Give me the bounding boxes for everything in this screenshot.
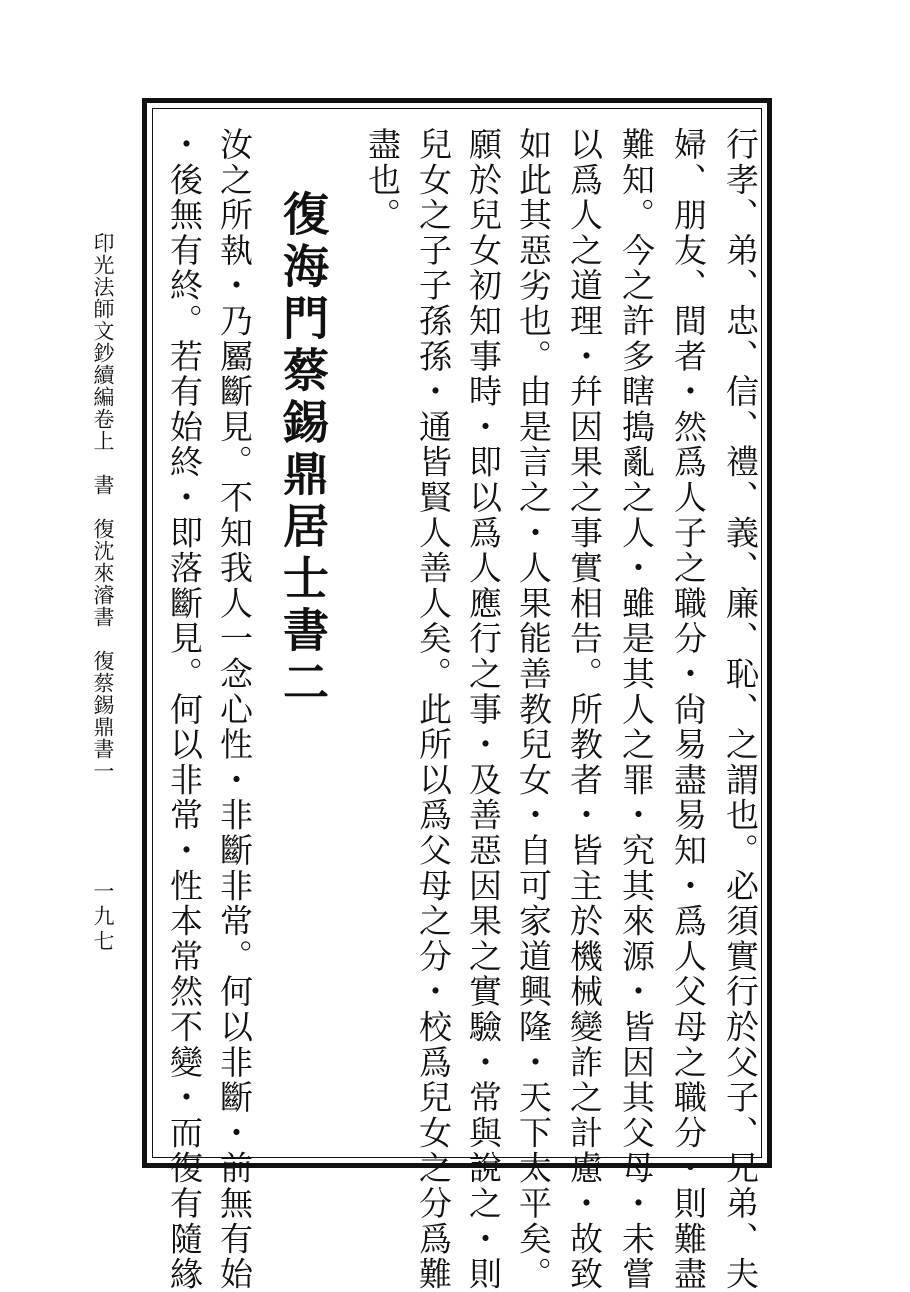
body-column-2: 婦、朋友、間者・然爲人子之職分・尙易盡易知・爲人父母之職分・則難盡: [669, 127, 708, 1292]
body-column-1: 行孝、弟、忠、信、禮、義、廉、恥、之謂也。必須實行於父子、兄弟、夫: [721, 127, 760, 1292]
body-column-7: 兒女之子子孫孫・通皆賢人善人矣。此所以爲父母之分・校爲兒女之分爲難: [414, 127, 453, 1292]
letter-title: 復海門蔡錫鼎居士書二: [276, 190, 330, 710]
body-column-10: ・後無有終。若有始終・即落斷見。何以非常・性本常然不變・而復有隨緣: [165, 127, 204, 1292]
page-number: 一九七: [91, 880, 115, 955]
body-column-5: 如此其惡劣也。由是言之・人果能善教兒女・自可家道興隆・天下太平矣。: [514, 127, 553, 1292]
body-column-4: 以爲人之道理・幷因果之事實相告。所教者・皆主於機械變詐之計慮・故致: [565, 127, 604, 1292]
body-column-3: 難知。今之許多瞎搗亂之人・雖是其人之罪・究其來源・皆因其父母・未嘗: [617, 127, 656, 1292]
running-head: 印光法師文鈔續編卷上 書 復沈來濬書 復蔡錫鼎書一: [91, 232, 115, 782]
body-column-9: 汝之所執・乃屬斷見。不知我人一念心性・非斷非常。何以非斷・前無有始: [215, 127, 254, 1292]
body-column-8: 盡也。: [363, 127, 402, 233]
body-column-6: 願於兒女初知事時・即以爲人應行之事・及善惡因果之實驗・常與說之・則: [464, 127, 503, 1292]
